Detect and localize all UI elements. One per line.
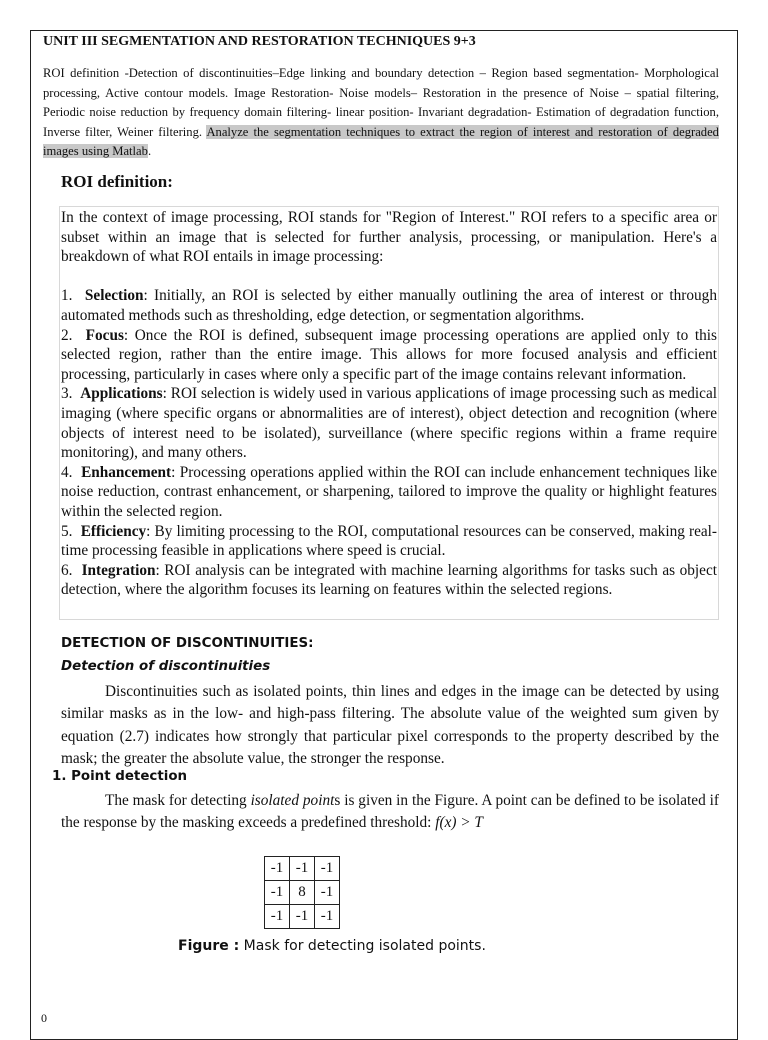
discontinuities-paragraph: Discontinuities such as isolated points, thin lines and edges in the image can be detected by using similar masks as in the low- and high-pass filtering. The absolute value of the weighted sum given by equation (2.7) indicates how strongly that particular pixel corresponds to the property described by the mask; the greater the absolute value, the stronger the response. <box>61 683 719 767</box>
roi-item <box>61 326 717 385</box>
mask-cell: -1 <box>265 881 290 905</box>
point-detection-italic: isolated point <box>250 792 335 809</box>
roi-item-term: Applications <box>80 385 163 403</box>
mask-cell: -1 <box>315 905 340 929</box>
mask-table <box>264 856 340 929</box>
mask-cell: 8 <box>290 881 315 905</box>
syllabus-text: ROI definition -Detection of discontinuities–Edge linking and boundary detection – Region based segmentation- Morphological processing, Active contour models. Image Restoration- Noise models– Restoration in the presence of Noise – spatial filtering, Periodic noise reduction by frequency domain filtering- linear position- Invariant degradation- Estimation of degradation function, Inverse filter, Weiner filtering. <box>43 66 719 139</box>
mask-row <box>265 905 340 929</box>
mask-cell: -1 <box>315 881 340 905</box>
point-detection-heading: 1. Point detection <box>52 769 188 784</box>
point-detection-paragraph <box>61 790 719 835</box>
mask-cell: -1 <box>265 905 290 929</box>
roi-item-term: Enhancement <box>81 463 172 481</box>
roi-item <box>61 286 717 325</box>
discontinuities-subheading: Detection of discontinuities <box>61 659 271 674</box>
roi-spacer <box>61 267 717 287</box>
unit-title: UNIT III SEGMENTATION AND RESTORATION TECHNIQUES 9+3 <box>43 34 476 49</box>
roi-item-number: 6. <box>61 561 73 579</box>
caption-label: Figure : <box>178 938 240 954</box>
figure-caption <box>178 938 486 954</box>
roi-item-text: : Once the ROI is defined, subsequent image processing operations are applied only to this selected region, rather than the entire image. This allows for more focused analysis and efficient processing, particularly in cases where only a specific part of the image contains relevant information. <box>61 326 717 383</box>
roi-item-term: Efficiency <box>80 522 147 540</box>
roi-intro: In the context of image processing, ROI stands for "Region of Interest." ROI refers to a specific area or subset within an image that is selected for further analysis, processing, or manipulation. Here's a breakdown of what ROI entails in image processing: <box>61 209 717 266</box>
threshold-formula: f(x) > T <box>435 814 483 832</box>
roi-item-term: Focus <box>85 326 124 344</box>
mask-cell: -1 <box>290 905 315 929</box>
mask-cell: -1 <box>265 857 290 881</box>
discontinuities-heading: DETECTION OF DISCONTINUITIES: <box>61 636 314 651</box>
mask-cell: -1 <box>290 857 315 881</box>
mask-row <box>265 881 340 905</box>
roi-item-number: 4. <box>61 463 73 481</box>
roi-item-number: 3. <box>61 385 73 403</box>
point-detection-text: The mask for detecting <box>105 792 251 809</box>
page-number: 0 <box>41 1011 47 1025</box>
roi-item-number: 2. <box>61 326 73 344</box>
roi-item-text: : By limiting processing to the ROI, computational resources can be conserved, making real-time processing feasible in applications where speed is crucial. <box>61 522 717 560</box>
syllabus-paragraph <box>43 64 719 162</box>
caption-text: Mask for detecting isolated points. <box>239 938 486 954</box>
roi-item-text: : Processing operations applied within the ROI can include enhancement techniques like noise reduction, contrast enhancement, or sharpening, tailored to improve the quality or highlight features within the selected region. <box>61 463 717 520</box>
mask-cell: -1 <box>315 857 340 881</box>
roi-item-text: : ROI selection is widely used in various applications of image processing such as medical imaging (where specific organs or abnormalities are of interest), object detection and recognition (where objects of interest need to be isolated), surveillance (where specific regions within a frame require monitoring), and many others. <box>61 385 717 462</box>
roi-heading: ROI definition: <box>61 172 173 191</box>
syllabus-tail: . <box>147 144 152 158</box>
point-detection-text-tail: s is given in the Figure. A point can be defined to be isolated if the response by the masking exceeds a predefined threshold: <box>61 792 719 832</box>
roi-item-text: : ROI analysis can be integrated with machine learning algorithms for tasks such as object detection, where the algorithm focuses its learning on features within the selected regions. <box>61 561 717 599</box>
roi-text-box <box>59 206 719 620</box>
roi-item <box>61 522 717 561</box>
mask-row <box>265 857 340 881</box>
roi-item-term: Integration <box>81 561 156 579</box>
roi-item <box>61 561 717 600</box>
roi-item <box>61 463 717 522</box>
roi-item-text: : Initially, an ROI is selected by either manually outlining the area of interest or through automated methods such as thresholding, edge detection, or segmentation algorithms. <box>61 287 717 324</box>
syllabus-highlight: Analyze the segmentation techniques to extract the region of interest and restoration of degraded images using Matlab <box>43 124 719 158</box>
roi-item <box>61 384 717 462</box>
roi-item-number: 5. <box>61 522 73 540</box>
roi-item-term: Selection <box>84 287 144 305</box>
roi-item-number: 1. <box>61 287 73 305</box>
